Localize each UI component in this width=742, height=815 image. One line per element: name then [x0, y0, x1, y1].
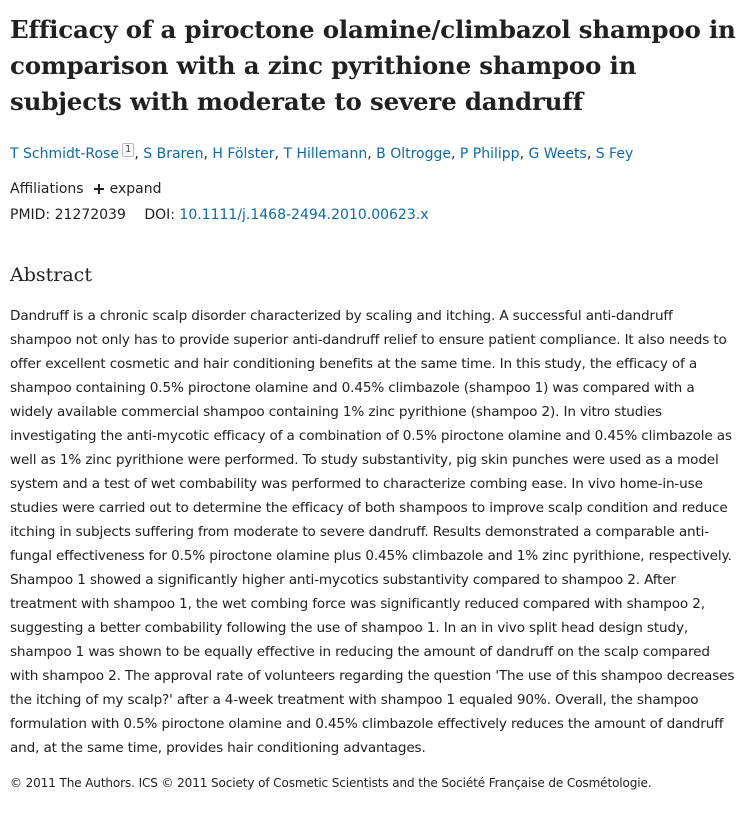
author-link[interactable]: G Weets: [528, 146, 587, 162]
doi-link[interactable]: 10.1111/j.1468-2494.2010.00623.x: [179, 207, 429, 223]
author-link[interactable]: T Hillemann: [283, 146, 368, 162]
author-separator: ,: [519, 146, 529, 162]
affiliations-label: Affiliations: [10, 181, 84, 197]
affiliation-ref-badge[interactable]: 1: [122, 143, 134, 157]
author-list: [10, 143, 738, 164]
copyright-notice: © 2011 The Authors. ICS © 2011 Society of Cosmetic Scientists and the Société Française de Cosmétologie.: [10, 776, 652, 791]
author-separator: ,: [367, 146, 377, 162]
expand-label: expand: [109, 181, 162, 197]
author-link[interactable]: B Oltrogge: [376, 146, 451, 162]
expand-affiliations-button[interactable]: [94, 179, 162, 199]
author-link[interactable]: T Schmidt-Rose: [10, 146, 119, 162]
author-link[interactable]: S Braren: [143, 146, 204, 162]
author-link[interactable]: P Philipp: [459, 146, 520, 162]
article-page: [10, 0, 738, 805]
article-identifiers: [10, 205, 738, 225]
plus-icon: [94, 184, 104, 194]
author-link[interactable]: H Fölster: [212, 146, 275, 162]
affiliations-row: [10, 179, 738, 199]
author-separator: ,: [134, 146, 144, 162]
pmid: PMID: 21272039: [10, 207, 126, 223]
author-separator: ,: [586, 146, 596, 162]
abstract-heading: Abstract: [10, 264, 92, 286]
doi-label: DOI:: [144, 207, 175, 223]
article-title: Efficacy of a piroctone olamine/climbazol shampoo in comparison with a zinc pyrithione shampoo in subjects with moderate to severe dandruff: [10, 15, 736, 116]
author-separator: ,: [274, 146, 284, 162]
author-link[interactable]: S Fey: [595, 146, 634, 162]
author-separator: ,: [451, 146, 460, 162]
author-separator: ,: [203, 146, 213, 162]
abstract-text: Dandruff is a chronic scalp disorder characterized by scaling and itching. A successful anti-dandruff shampoo not only has to provide superior anti-dandruff relief to ensure patient compliance. It also needs to offer excellent cosmetic and hair conditioning benefits at the same time. In this study, the efficacy of a shampoo containing 0.5% piroctone olamine and 0.45% climbazole (shampoo 1) was compared with a widely available commercial shampoo containing 1% zinc pyrithione (shampoo 2). In vitro studies investigating the anti-mycotic efficacy of a combination of 0.5% piroctone olamine and 0.45% climbazole as well as 1% zinc pyrithione were performed. To study substantivity, pig skin punches were used as a model system and a test of wet combability was performed to characterize combing ease. In vivo home-in-use studies were carried out to determine the efficacy of both shampoos to improve scalp condition and reduce itching in subjects suffering from moderate to severe dandruff. Results demonstrated a comparable anti-fungal effectiveness for 0.5% piroctone olamine plus 0.45% climbazole and 1% zinc pyrithione, respectively. Shampoo 1 showed a significantly higher anti-mycotics substantivity compared to shampoo 2. After treatment with shampoo 1, the wet combing force was significantly reduced compared with shampoo 2, suggesting a better combability following the use of shampoo 1. In an in vivo split head design study, shampoo 1 was shown to be equally effective in reducing the amount of dandruff on the scalp compared with shampoo 2. The approval rate of volunteers regarding the question 'The use of this shampoo decreases the itching of my scalp?' after a 4-week treatment with shampoo 1 equaled 90%. Overall, the shampoo formulation with 0.5% piroctone olamine and 0.45% climbazole effectively reduces the amount of dandruff and, at the same time, provides hair conditioning advantages.: [10, 307, 735, 756]
